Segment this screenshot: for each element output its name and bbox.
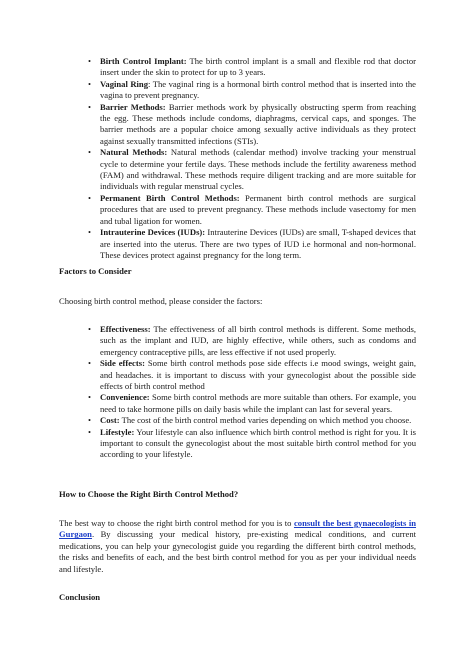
- bullet-icon: •: [88, 56, 92, 66]
- choose-heading: How to Choose the Right Birth Control Method?: [59, 489, 239, 499]
- list-item: • Natural Methods: Natural methods (calendar method) involve tracking your menstrual cycle to determine your fertile days. These methods include the fertility awareness method (FAM) and withdrawal. These methods require diligent tracking and are more suitable for individuals with regular menstrual cycles.: [88, 147, 416, 192]
- bullet-icon: •: [88, 415, 92, 426]
- list-item: • Barrier Methods: Barrier methods work by physically obstructing sperm from reaching the egg. These methods include condoms, diaphragms, cervical caps, and sponges. The barrier methods are a popular choice among sexually active individuals as they protect against sexually transmitted infections (STIs).: [88, 101, 416, 146]
- list-item: • Birth Control Implant: The birth control implant is a small and flexible rod that doctor insert under the skin to protect for up to 3 years.: [88, 56, 416, 78]
- factors-heading: Factors to Consider: [59, 266, 132, 276]
- list-item: • Convenience: Some birth control methods are more suitable than others. For example, you need to take hormone pills on daily basis while the implant can last for several years.: [88, 392, 416, 414]
- bullet-icon: •: [88, 324, 92, 334]
- factors-intro: Choosing birth control method, please consider the factors:: [59, 296, 263, 306]
- conclusion-heading: Conclusion: [59, 592, 101, 602]
- list-item: • Intrauterine Devices (IUDs): Intrauterine Devices (IUDs) are small, T-shaped devices that are inserted into the uterus. There are two types of IUD i.e hormonal and non-hormonal. These devices protect against pregnancy for the long term.: [88, 227, 417, 260]
- bullet-icon: •: [88, 78, 92, 89]
- bullet-icon: •: [88, 227, 92, 238]
- methods-list: [60, 56, 416, 261]
- list-item: • Permanent Birth Control Methods: Permanent birth control methods are surgical procedures that are used to prevent pregnancy. These methods include vasectomy for men and tubal ligation for women.: [88, 192, 416, 226]
- bullet-icon: •: [88, 147, 92, 158]
- choose-paragraph: The best way to choose the right birth control method for you is to consult the best gynaecologists in Gurgaon. By discussing your medical history, pre-existing medical conditions, and current medications, you can help your gynecologist guide you regarding the different birth control methods, the risks and benefits of each, and the best birth control method for you as per your individual needs and lifestyle.: [59, 518, 417, 574]
- bullet-icon: •: [88, 392, 92, 403]
- factors-list: [60, 324, 416, 461]
- bullet-icon: •: [88, 192, 92, 203]
- list-item: • Side effects: Some birth control methods pose side effects i.e mood swings, weight gain, and headaches. it is important to discuss with your gynecologist about the possible side effects of birth control method: [88, 358, 416, 392]
- bullet-icon: •: [88, 426, 92, 437]
- list-item: • Effectiveness: The effectiveness of all birth control methods is different. Some methods, such as the implant and IUD, are highly effective, while others, such as condoms and emergency contraceptive pills, are less effective if not used properly.: [88, 324, 416, 357]
- bullet-icon: •: [88, 358, 92, 369]
- gynaecologists-link[interactable]: consult the best gynaecologists in Gurgaon: [59, 518, 417, 540]
- list-item: • Lifestyle: Your lifestyle can also influence which birth control method is right for you. It is important to consult the gynecologist about the most suitable birth control method for you according to your lifestyle.: [88, 426, 416, 460]
- list-item: • Cost: The cost of the birth control method varies depending on which method you choose.: [88, 415, 412, 426]
- bullet-icon: •: [88, 101, 92, 112]
- list-item: • Vaginal Ring: The vaginal ring is a hormonal birth control method that is inserted into the vagina to prevent pregnancy.: [88, 78, 416, 101]
